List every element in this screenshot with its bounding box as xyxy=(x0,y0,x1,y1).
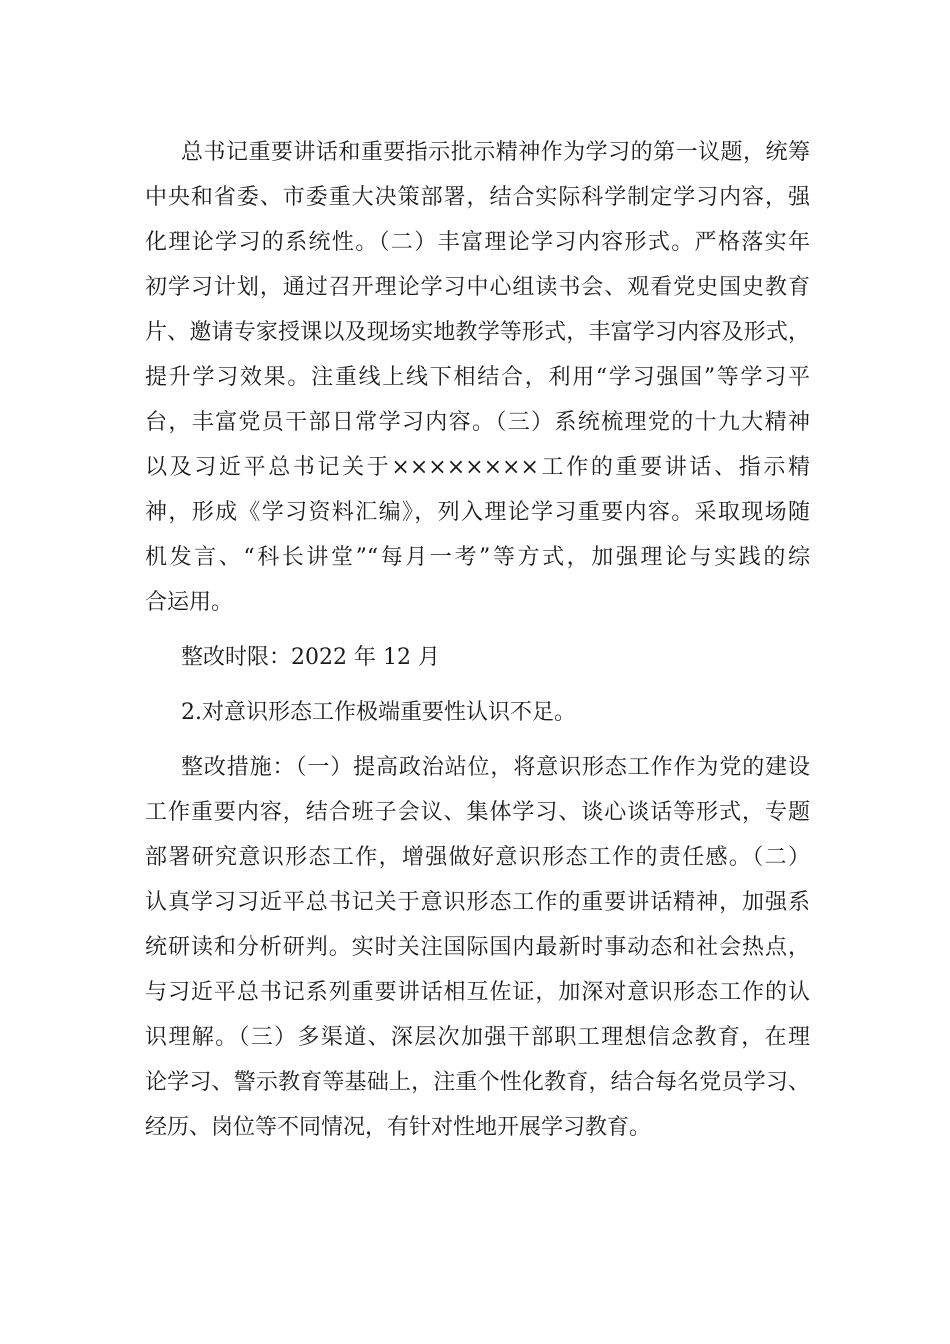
text-line: 识理解。（三）多渠道、深层次加强干部职工理想信念教育，在理 xyxy=(145,1025,810,1050)
text-line: 初学习计划，通过召开理论学习中心组读书会、观看党史国史教育 xyxy=(145,275,810,300)
issue-title: 2.对意识形态工作极端重要性认识不足。 xyxy=(181,700,576,725)
text-line: 部署研究意识形态工作，增强做好意识形态工作的责任感。（二） xyxy=(145,845,810,870)
text-line: 总书记重要讲话和重要指示批示精神作为学习的第一议题，统筹 xyxy=(181,140,810,165)
text-line: 以及习近平总书记关于××××××××工作的重要讲话、指示精 xyxy=(145,455,810,480)
text-line: 化理论学习的系统性。（二）丰富理论学习内容形式。严格落实年 xyxy=(145,230,810,255)
text-line: 整改措施：（一）提高政治站位，将意识形态工作作为党的建设 xyxy=(181,755,810,780)
paragraph-measures xyxy=(145,745,810,1150)
text-line: 机发言、“科长讲堂”“每月一考”等方式，加强理论与实践的综 xyxy=(145,545,810,570)
text-line: 经历、岗位等不同情况，有针对性地开展学习教育。 xyxy=(145,1115,652,1140)
text-line: 提升学习效果。注重线上线下相结合，利用“学习强国”等学习平 xyxy=(145,365,810,390)
paragraph-deadline xyxy=(145,635,810,680)
deadline-text: 整改时限：2022 年 12 月 xyxy=(181,645,440,670)
text-line: 中央和省委、市委重大决策部署，结合实际科学制定学习内容，强 xyxy=(145,185,810,210)
text-line: 神，形成《学习资料汇编》，列入理论学习重要内容。采取现场随 xyxy=(145,500,810,525)
paragraph-study-content xyxy=(145,130,810,625)
document-body xyxy=(145,130,810,1150)
text-line: 合运用。 xyxy=(145,590,234,615)
text-line: 台，丰富党员干部日常学习内容。（三）系统梳理党的十九大精神 xyxy=(145,410,810,435)
text-line: 片、邀请专家授课以及现场实地教学等形式，丰富学习内容及形式， xyxy=(145,320,810,345)
text-line: 统研读和分析研判。实时关注国际国内最新时事动态和社会热点， xyxy=(145,935,810,960)
paragraph-issue-2 xyxy=(145,690,810,735)
text-line: 与习近平总书记系列重要讲话相互佐证，加深对意识形态工作的认 xyxy=(145,980,810,1005)
text-line: 工作重要内容，结合班子会议、集体学习、谈心谈话等形式，专题 xyxy=(145,800,810,825)
text-line: 论学习、警示教育等基础上，注重个性化教育，结合每名党员学习、 xyxy=(145,1070,810,1095)
text-line: 认真学习习近平总书记关于意识形态工作的重要讲话精神，加强系 xyxy=(145,890,810,915)
